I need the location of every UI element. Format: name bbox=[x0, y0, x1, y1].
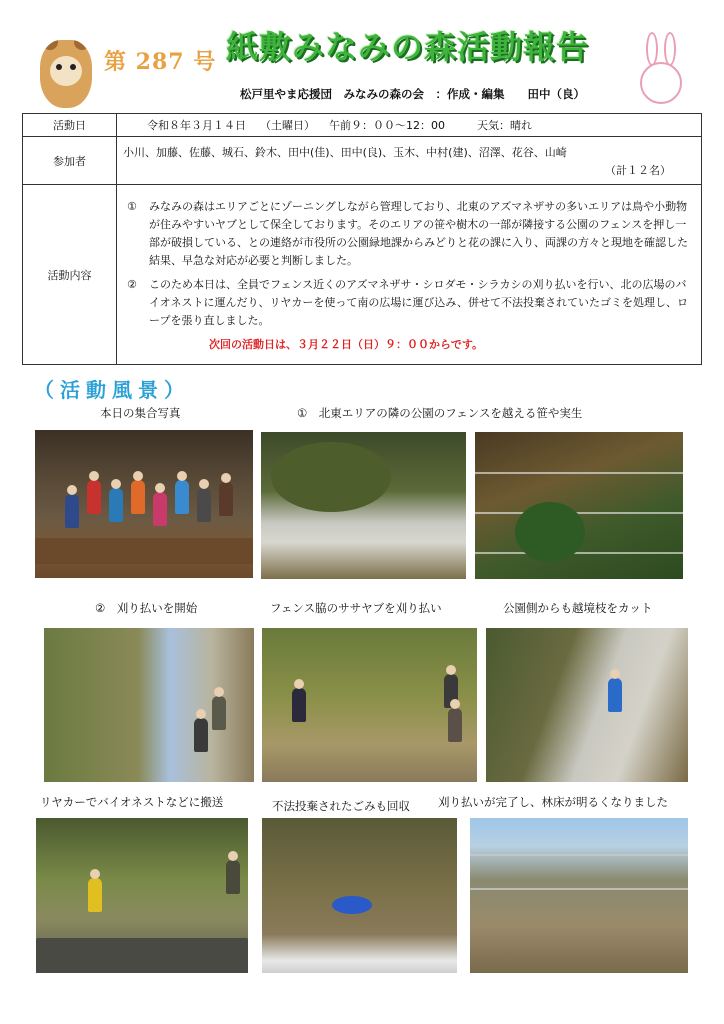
caption-group-photo: 本日の集合写真 bbox=[100, 406, 181, 420]
page-title: 紙敷みなみの森活動報告 bbox=[226, 28, 590, 66]
date-label: 活動日 bbox=[23, 114, 117, 137]
park-side-cutting-photo bbox=[486, 628, 688, 782]
caption-cart: リヤカーでバイオネストなどに搬送 bbox=[40, 795, 224, 809]
caption-start: ② 刈り払いを開始 bbox=[95, 601, 198, 615]
members-total: （計１２名） bbox=[605, 163, 671, 177]
activity-time: 午前９：００〜12：00 bbox=[329, 119, 445, 132]
members-label: 参加者 bbox=[23, 137, 117, 185]
group-photo bbox=[35, 430, 253, 578]
activity-date: 令和８年３月１４日 bbox=[147, 119, 246, 132]
cart-transport-photo bbox=[36, 818, 248, 973]
sasa-cutting-photo bbox=[262, 628, 477, 782]
section-title: （活動風景） bbox=[34, 378, 190, 402]
activity-info-table bbox=[22, 113, 702, 365]
content-label: 活動内容 bbox=[23, 185, 117, 365]
caption-done: 刈り払いが完了し、林床が明るくなりました bbox=[438, 795, 668, 809]
activity-weekday: （土曜日） bbox=[260, 119, 315, 132]
fence-photo-right bbox=[475, 432, 683, 579]
fence-photo-left bbox=[261, 432, 466, 579]
illegal-dumping-photo bbox=[262, 818, 457, 973]
content-paragraph-1: ① みなみの森はエリアごとにゾーニングしながら管理しており、北東のアズマネザサの多いエリアは鳥や小動物が住みやすいヤブとして保全しております。そのエリアの笹や樹木の一部が隣接する公園のフェンスを押し一部が破損している、との連絡が市役所の公園緑地課からみどりと花の課に入り、両課の方々と現地を確認した結果、早急な対応が必要と判断しました。 bbox=[127, 199, 688, 267]
cleared-forest-photo bbox=[470, 818, 688, 973]
weather: 天気：晴れ bbox=[477, 119, 532, 132]
issue-number: 第 287 号 bbox=[104, 49, 217, 75]
members-list: 小川、加藤、佐藤、城石、鈴木、田中(佳)、田中(良)、玉木、中村(建)、沼澤、花谷、山崎 bbox=[123, 145, 567, 159]
organization-credit: 松戸里やま応援団 みなみの森の会 ：作成・編集 田中（良） bbox=[240, 87, 585, 101]
content-paragraph-2: ② このため本日は、全員でフェンス近くのアズマネザサ・シロダモ・シラカシの刈り払いを行い、北の広場のバイオネストに運んだり、リヤカーを使って南の広場に運び込み、併せて不法投棄されていたゴミを処理し、ロープを張り直しました。 bbox=[127, 277, 688, 327]
caption-sasa: フェンス脇のササヤブを刈り払い bbox=[270, 601, 442, 615]
next-activity-notice: 次回の活動日は、３月２２日（日）９：００からです。 bbox=[209, 337, 484, 351]
caption-park: 公園側からも越境枝をカット bbox=[503, 601, 653, 615]
caption-fence: ① 北東エリアの隣の公園のフェンスを越える笹や実生 bbox=[297, 406, 583, 420]
raccoon-dog-mascot-icon bbox=[40, 40, 92, 108]
caption-trash: 不法投棄されたごみも回収 bbox=[272, 799, 410, 813]
cutting-start-photo bbox=[44, 628, 254, 782]
rabbit-mascot-icon bbox=[638, 32, 684, 108]
